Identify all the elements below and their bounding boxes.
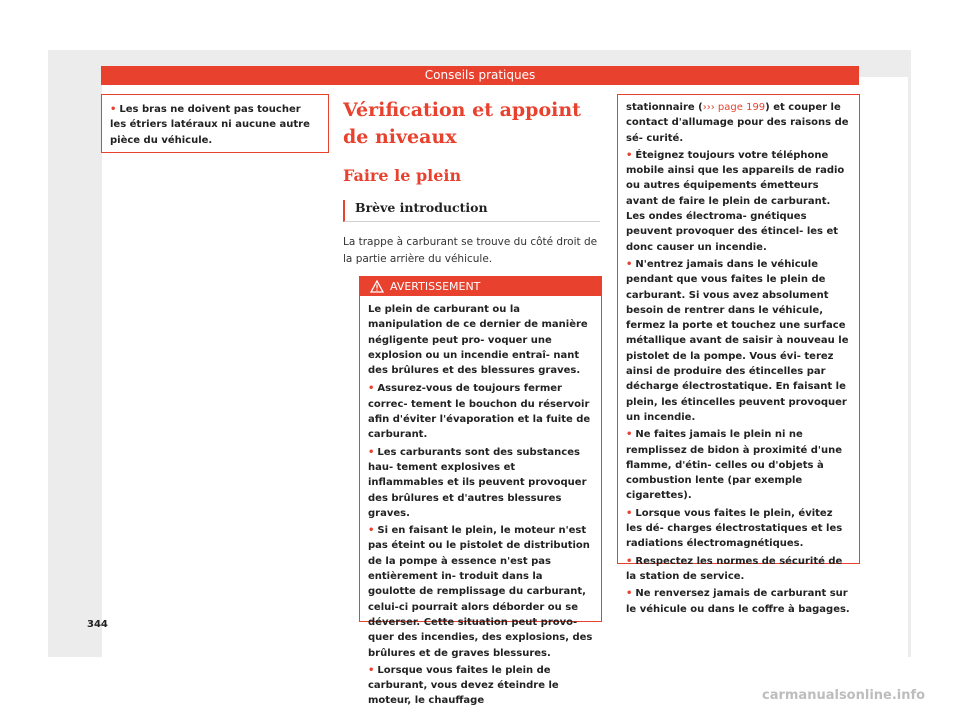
list-item-text: Assurez-vous de toujours fermer correc- tement le bouchon du réservoir afin d'éviter l'évaporation et la fuite de carburant. — [368, 383, 591, 441]
bullet-icon: • — [110, 104, 117, 115]
continuation-text-end: ) et couper le contact d'allumage pour des raisons de sé- curité. — [626, 102, 849, 144]
list-item-text: Respectez les normes de sécurité de la station de service. — [626, 555, 843, 582]
list-item-text: Si en faisant le plein, le moteur n'est pas éteint ou le pistolet de distribution de la pompe à essence n'est pas entièrement in- troduit dans la goulotte de remplissage du carburant, celui-ci pourrait alors déborder ou se déverser. Cette situation peut provo- quer des incendies, des explosions, des brûlures et de graves blessures. — [368, 525, 593, 659]
bullet-icon: • — [368, 664, 375, 676]
list-item-text: Lorsque vous faites le plein de carburant, vous devez éteindre le moteur, le chauffage — [368, 664, 559, 707]
continuation-text: stationnaire ( — [626, 102, 703, 113]
bullet-icon: • — [626, 507, 633, 519]
list-item — [626, 257, 851, 425]
warning-header — [360, 277, 601, 296]
warning-continuation-box — [617, 94, 860, 615]
list-item-text: Ne renversez jamais de carburant sur le véhicule ou dans le coffre à bagages. — [626, 588, 850, 615]
bullet-icon: • — [368, 446, 375, 458]
bullet-icon: • — [626, 258, 633, 270]
bullet-icon: • — [626, 555, 633, 567]
section-heading: Brève introduction — [343, 200, 600, 222]
list-item — [626, 148, 851, 255]
bullet-icon: • — [626, 429, 633, 441]
list-item-text: Éteignez toujours votre téléphone mobile ainsi que les appareils de radio ou autres équipements émetteurs avant de faire le plein de carburant. Les ondes électroma- gnétiques peuvent provoquer des étincel- les et donc causer un incendie. — [626, 149, 845, 253]
list-item — [368, 445, 593, 521]
page-link[interactable]: ››› page 199 — [702, 102, 766, 113]
list-item-text: Les carburants sont des substances hau- tement explosives et inflammables et ils peuvent provoquer des brûlures et d'autres blessures graves. — [368, 446, 587, 519]
warning-intro: Le plein de carburant ou la manipulation de ce dernier de manière négligente peut pro- voquer une explosion ou un incendie entraî- nant des brûlures et des blessures graves. — [368, 304, 588, 377]
watermark: carmanualsonline.info — [762, 688, 926, 703]
list-item-text: Les bras ne doivent pas toucher les étriers latéraux ni aucune autre pièce du véhicule. — [110, 104, 310, 146]
intro-paragraph: La trappe à carburant se trouve du côté droit de la partie arrière du véhicule. — [343, 236, 598, 265]
bullet-icon: • — [368, 525, 375, 537]
page-subtitle: Faire le plein — [343, 166, 462, 185]
header-bar: Conseils pratiques — [101, 66, 859, 85]
list-item — [110, 102, 320, 148]
list-item-text: N'entrez jamais dans le véhicule pendant que vous faites le plein de carburant. Si vous avez absolument besoin de rentrer dans le véhicule, fermez la porte et touchez une surface métallique avant de saisir à nouveau le pistolet de la pompe. Vous évi- terez ainsi de produire des étincelles par décharge électrostatique. En faisant le plein, les étincelles peuvent provoquer un incendie. — [626, 258, 849, 423]
list-item — [626, 586, 851, 617]
warning-heading: AVERTISSEMENT — [390, 280, 481, 293]
list-item — [626, 554, 851, 585]
list-item — [368, 381, 593, 442]
list-item — [626, 506, 851, 552]
page-title: Vérification et appoint de niveaux — [343, 99, 581, 148]
warning-triangle-icon — [370, 280, 384, 293]
bullet-icon: • — [626, 149, 633, 161]
list-item-text: Ne faites jamais le plein ni ne remplissez de bidon à proximité d'une flamme, d'étin- celles ou d'objets à combustion lente (par exemple cigarettes). — [626, 429, 842, 502]
bullet-icon: • — [626, 588, 633, 600]
bullet-icon: • — [368, 383, 375, 395]
list-item-text: Lorsque vous faites le plein, évitez les dé- charges électrostatiques et les radiations électromagnétiques. — [626, 507, 843, 550]
left-note-box — [101, 94, 329, 153]
page-number: 344 — [87, 619, 108, 630]
list-item — [626, 427, 851, 503]
continuation-paragraph — [626, 100, 851, 146]
warning-box — [359, 276, 602, 707]
list-item — [368, 663, 593, 709]
list-item — [368, 523, 593, 661]
